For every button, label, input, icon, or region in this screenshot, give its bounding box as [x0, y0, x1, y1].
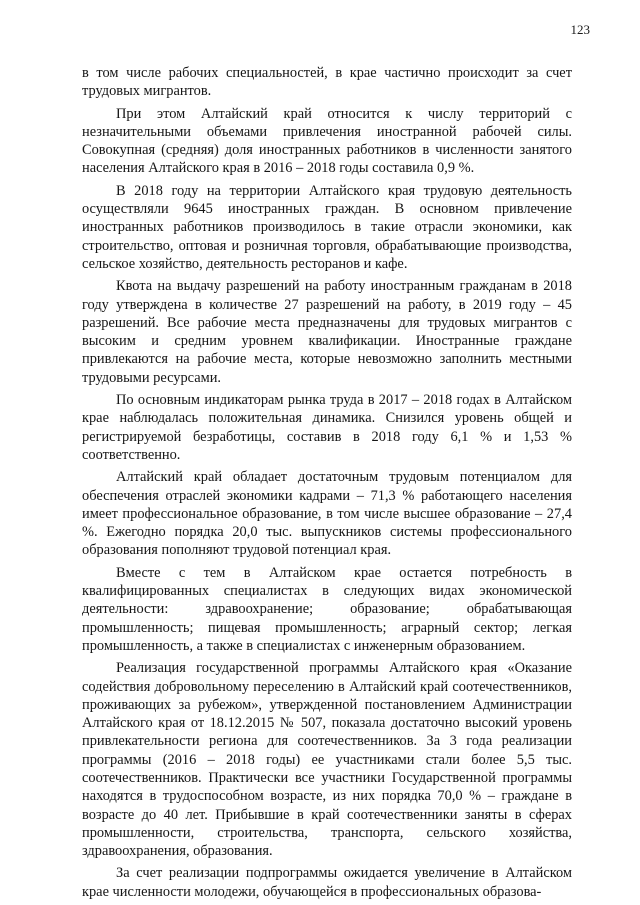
paragraph: в том числе рабочих специальностей, в крае частично происходит за счет трудовых мигрантов. [82, 65, 572, 100]
paragraph: Алтайский край обладает достаточным трудовым потенциалом для обеспечения отраслей экономики кадрами – 71,3 % работающего населения имеет профессиональное образование, в том числе высшее образование – 27,4 %. Ежегодно порядка 20,0 тыс. выпускников системы профессионального образования пополняют трудовой потенциал края. [82, 469, 572, 559]
paragraph: В 2018 году на территории Алтайского края трудовую деятельность осуществляли 9645 иностранных граждан. В основном привлечение иностранных работников производилось в такие отрасли экономики, как строительство, оптовая и розничная торговля, обрабатывающие производства, сельское хозяйство, деятельность ресторанов и кафе. [82, 182, 572, 272]
page-number: 123 [570, 22, 590, 37]
paragraph: Реализация государственной программы Алтайского края «Оказание содействия добровольному переселению в Алтайский край соотечественников, проживающих за рубежом», утвержденной постановлением Администрации Алтайского края от 18.12.2015 № 507, показала достаточно высокий уровень привлекательности региона для соотечественников. За 3 года реализации программы (2016 – 2018 годы) ее участниками стали более 5,5 тыс. соотечественников. Практически все участники Государственной программы находятся в трудоспособном возрасте, из них порядка 70,0 % – граждане в возрасте до 40 лет. Прибывшие в край соотечественники заняты в сферах промышленности, строительства, транспорта, сельского хозяйства, здравоохранения, образования. [82, 660, 572, 860]
paragraph: При этом Алтайский край относится к числу территорий с незначительными объемами привлечения иностранной рабочей силы. Совокупная (средняя) доля иностранных работников в численности занятого населения Алтайского края в 2016 – 2018 годы составила 0,9 %. [82, 105, 572, 177]
paragraph: Квота на выдачу разрешений на работу иностранным гражданам в 2018 году утверждена в количестве 27 разрешений на работу, в 2019 году – 45 разрешений. Все рабочие места предназначены для трудовых мигрантов с высоким и средним уровнем квалификации. Иностранные граждане привлекаются на рабочие места, которые невозможно заполнить местными трудовыми ресурсами. [82, 278, 572, 386]
paragraph: За счет реализации подпрограммы ожидается увеличение в Алтайском крае численности молодежи, обучающейся в профессиональных образова- [82, 865, 572, 900]
paragraph: По основным индикаторам рынка труда в 2017 – 2018 годах в Алтайском крае наблюдалась положительная динамика. Снизился уровень общей и регистрируемой безработицы, составив в 2018 году 6,1 % и 1,53 % соответственно. [82, 392, 572, 463]
paragraph: Вместе с тем в Алтайском крае остается потребность в квалифицированных специалистах в следующих видах экономической деятельности: здравоохранение; образование; обрабатывающая промышленность; пищевая промышленность; аграрный сектор; легкая промышленность, а также в специалистах с инженерным образованием. [82, 564, 572, 654]
body-text [82, 64, 572, 905]
